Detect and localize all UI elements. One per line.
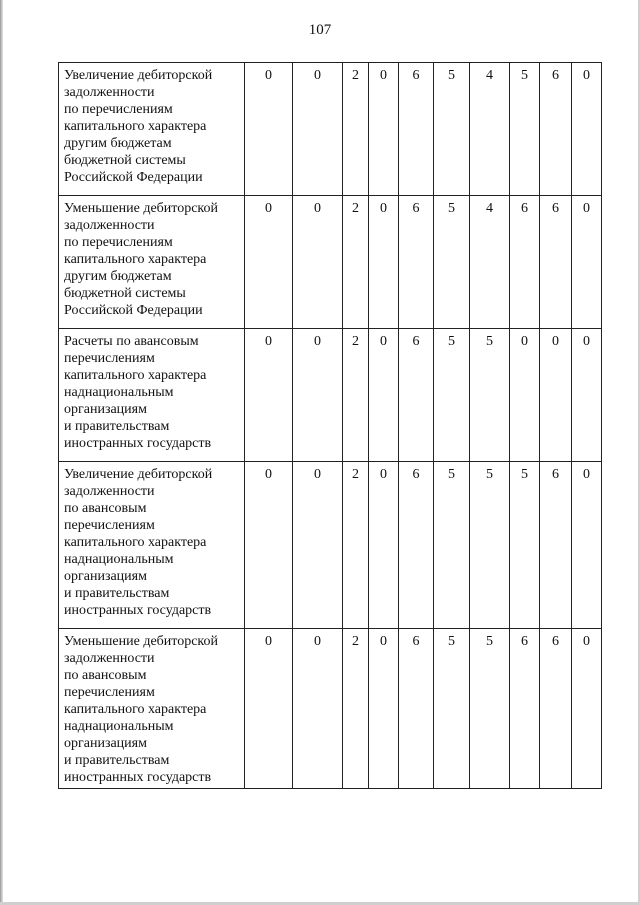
code-digit-cell: 6 bbox=[540, 63, 572, 196]
table-body bbox=[59, 63, 602, 789]
code-digit-cell: 5 bbox=[434, 63, 470, 196]
code-digit-cell: 5 bbox=[434, 629, 470, 789]
row-label-line: иностранных государств bbox=[64, 770, 212, 785]
code-digit-cell: 5 bbox=[470, 329, 510, 462]
code-digit-cell: 0 bbox=[369, 63, 399, 196]
row-label-line: иностранных государств bbox=[64, 436, 212, 451]
row-label-line: наднациональным bbox=[64, 552, 174, 567]
code-digit-cell: 0 bbox=[293, 196, 343, 329]
row-label-line: наднациональным bbox=[64, 385, 174, 400]
code-digit-cell: 0 bbox=[293, 63, 343, 196]
code-digit-cell: 0 bbox=[245, 329, 293, 462]
code-digit-cell: 0 bbox=[572, 629, 602, 789]
code-digit-cell: 4 bbox=[470, 63, 510, 196]
row-label-line: наднациональным bbox=[64, 719, 174, 734]
row-label-line: задолженности bbox=[64, 651, 155, 666]
code-digit-cell: 5 bbox=[470, 462, 510, 629]
code-digit-cell: 0 bbox=[510, 329, 540, 462]
row-label-line: по авансовым bbox=[64, 668, 147, 683]
row-label bbox=[59, 196, 245, 329]
code-digit-cell: 6 bbox=[540, 196, 572, 329]
row-label-line: по перечислениям bbox=[64, 102, 173, 117]
row-label-line: перечислениям bbox=[64, 685, 155, 700]
code-digit-cell: 0 bbox=[369, 329, 399, 462]
code-digit-cell: 0 bbox=[369, 629, 399, 789]
row-label bbox=[59, 629, 245, 789]
row-label-line: задолженности bbox=[64, 218, 155, 233]
account-code-table bbox=[58, 62, 602, 789]
row-label-line: капитального характера bbox=[64, 119, 207, 134]
page-number: 107 bbox=[308, 22, 332, 38]
code-digit-cell: 0 bbox=[540, 329, 572, 462]
code-digit-cell: 2 bbox=[343, 63, 369, 196]
table-row bbox=[59, 629, 602, 789]
row-label-line: Уменьшение дебиторской bbox=[64, 634, 219, 649]
row-label-line: Увеличение дебиторской bbox=[64, 68, 213, 83]
row-label bbox=[59, 329, 245, 462]
table-row bbox=[59, 329, 602, 462]
row-label-line: Расчеты по авансовым bbox=[64, 334, 199, 349]
code-digit-cell: 5 bbox=[434, 329, 470, 462]
row-label-line: иностранных государств bbox=[64, 603, 212, 618]
code-digit-cell: 2 bbox=[343, 629, 369, 789]
row-label-line: капитального характера bbox=[64, 535, 207, 550]
row-label-line: бюджетной системы bbox=[64, 286, 186, 301]
row-label-line: другим бюджетам bbox=[64, 269, 172, 284]
row-label-line: и правительствам bbox=[64, 753, 170, 768]
code-digit-cell: 2 bbox=[343, 462, 369, 629]
code-digit-cell: 5 bbox=[434, 196, 470, 329]
code-digit-cell: 2 bbox=[343, 196, 369, 329]
code-digit-cell: 0 bbox=[245, 462, 293, 629]
row-label-line: капитального характера bbox=[64, 368, 207, 383]
row-label-line: Уменьшение дебиторской bbox=[64, 201, 219, 216]
code-digit-cell: 6 bbox=[399, 196, 434, 329]
row-label-line: капитального характера bbox=[64, 252, 207, 267]
row-label-line: Российской Федерации bbox=[64, 170, 203, 185]
code-digit-cell: 0 bbox=[293, 329, 343, 462]
code-digit-cell: 6 bbox=[399, 329, 434, 462]
code-digit-cell: 0 bbox=[369, 462, 399, 629]
code-digit-cell: 0 bbox=[293, 629, 343, 789]
code-digit-cell: 0 bbox=[293, 462, 343, 629]
row-label-line: и правительствам bbox=[64, 419, 170, 434]
code-digit-cell: 6 bbox=[540, 629, 572, 789]
code-digit-cell: 5 bbox=[434, 462, 470, 629]
row-label-line: организациям bbox=[64, 736, 147, 751]
table-row bbox=[59, 196, 602, 329]
code-digit-cell: 2 bbox=[343, 329, 369, 462]
code-digit-cell: 5 bbox=[510, 462, 540, 629]
row-label-line: организациям bbox=[64, 569, 147, 584]
code-digit-cell: 6 bbox=[540, 462, 572, 629]
row-label-line: Российской Федерации bbox=[64, 303, 203, 318]
code-digit-cell: 4 bbox=[470, 196, 510, 329]
row-label-line: капитального характера bbox=[64, 702, 207, 717]
row-label bbox=[59, 462, 245, 629]
code-digit-cell: 6 bbox=[399, 629, 434, 789]
row-label-line: бюджетной системы bbox=[64, 153, 186, 168]
row-label-line: перечислениям bbox=[64, 518, 155, 533]
code-digit-cell: 5 bbox=[510, 63, 540, 196]
code-digit-cell: 6 bbox=[510, 629, 540, 789]
code-digit-cell: 0 bbox=[572, 462, 602, 629]
code-digit-cell: 0 bbox=[369, 196, 399, 329]
code-digit-cell: 0 bbox=[572, 63, 602, 196]
table-row bbox=[59, 462, 602, 629]
row-label-line: Увеличение дебиторской bbox=[64, 467, 213, 482]
code-digit-cell: 0 bbox=[245, 196, 293, 329]
table-row bbox=[59, 63, 602, 196]
row-label-line: по авансовым bbox=[64, 501, 147, 516]
row-label-line: по перечислениям bbox=[64, 235, 173, 250]
row-label bbox=[59, 63, 245, 196]
scan-edge-left bbox=[0, 0, 3, 905]
code-digit-cell: 6 bbox=[399, 63, 434, 196]
row-label-line: перечислениям bbox=[64, 351, 155, 366]
row-label-line: задолженности bbox=[64, 484, 155, 499]
code-digit-cell: 0 bbox=[245, 629, 293, 789]
code-digit-cell: 0 bbox=[245, 63, 293, 196]
code-digit-cell: 6 bbox=[510, 196, 540, 329]
code-digit-cell: 6 bbox=[399, 462, 434, 629]
code-digit-cell: 0 bbox=[572, 329, 602, 462]
code-digit-cell: 0 bbox=[572, 196, 602, 329]
row-label-line: организациям bbox=[64, 402, 147, 417]
code-digit-cell: 5 bbox=[470, 629, 510, 789]
row-label-line: и правительствам bbox=[64, 586, 170, 601]
row-label-line: задолженности bbox=[64, 85, 155, 100]
row-label-line: другим бюджетам bbox=[64, 136, 172, 151]
